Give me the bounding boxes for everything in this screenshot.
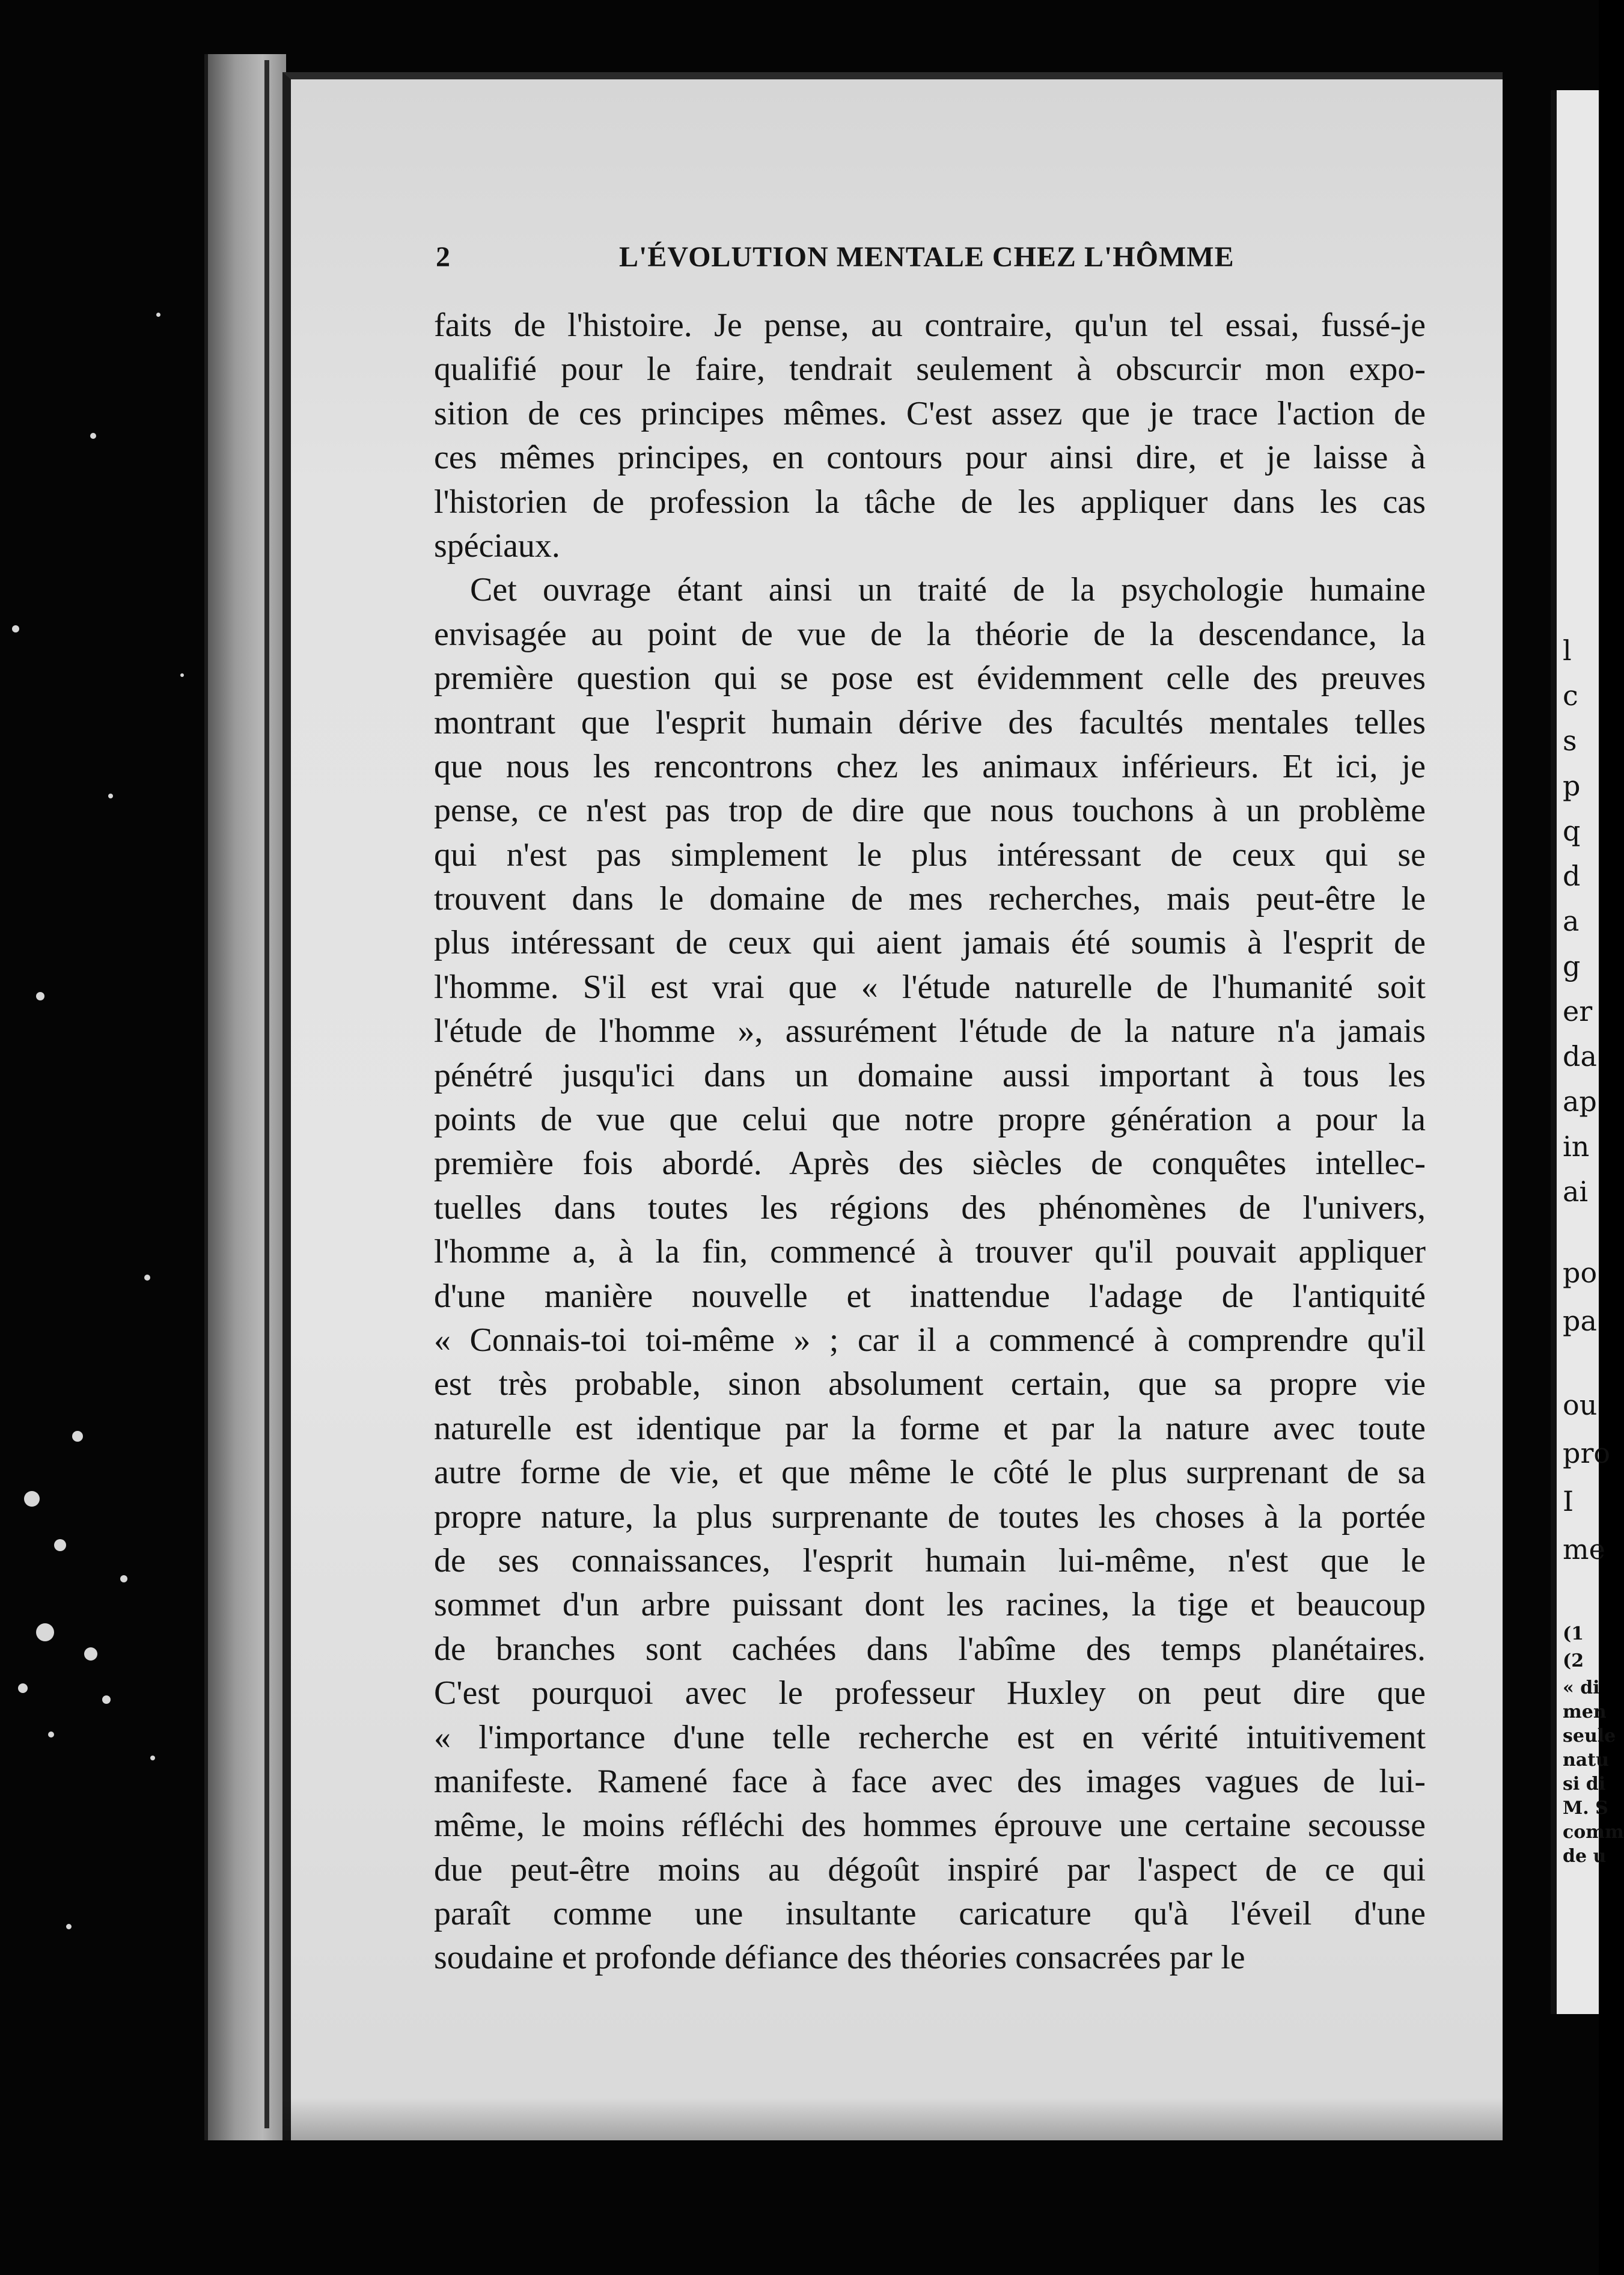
facing-page-fragment: d [1563, 860, 1581, 892]
text-line: première fois abordé. Après des siècles de conquêtes intellec- [434, 1145, 1426, 1183]
scan-speck [180, 673, 184, 677]
book-edge [204, 54, 286, 2140]
text-line: manifeste. Ramené face à face avec des images vagues de lui- [434, 1762, 1426, 1800]
scan-speck [72, 1431, 83, 1442]
text-line: paraît comme une insultante caricature qu'à l'éveil d'une [434, 1895, 1426, 1933]
body-text [434, 304, 1426, 1980]
facing-page-fragment: a [1563, 905, 1580, 937]
page-header [436, 240, 1421, 283]
text-line: spéciaux. [434, 527, 560, 565]
scan-speck [156, 313, 160, 317]
scan-speck [144, 1275, 150, 1281]
facing-page-fragment: seule [1563, 1725, 1616, 1747]
text-line: est très probable, sinon absolument certain, que sa propre vie [434, 1365, 1426, 1403]
facing-page-fragment: ou [1563, 1389, 1598, 1421]
text-line: due peut-être moins au dégoût inspiré par l'aspect de ce qui [434, 1851, 1426, 1888]
text-line: qualifié pour le faire, tendrait seulement à obscurcir mon expo- [434, 351, 1426, 388]
text-line: qui n'est pas simplement le plus intéressant de ceux qui se [434, 836, 1426, 874]
facing-page-fragment: I [1563, 1485, 1574, 1517]
scan-noise [0, 0, 204, 2275]
book-edge-divider [264, 60, 269, 2128]
text-line: plus intéressant de ceux qui aient jamais été soumis à l'esprit de [434, 924, 1426, 962]
text-line: de branches sont cachées dans l'abîme des temps planétaires. [434, 1630, 1426, 1668]
scan-speck [24, 1491, 40, 1507]
scan-speck [66, 1924, 72, 1929]
text-line: même, le moins réfléchi des hommes éprouve une certaine secousse [434, 1807, 1426, 1845]
facing-page-fragment: q [1563, 815, 1581, 847]
facing-page-fragment: « di [1563, 1677, 1600, 1698]
text-line: ces mêmes principes, en contours pour ainsi dire, et je laisse à [434, 439, 1426, 477]
scan-speck [108, 794, 113, 798]
facing-page-fragment: in [1563, 1130, 1590, 1163]
facing-page-fragment: de u [1563, 1846, 1607, 1867]
text-line: faits de l'histoire. Je pense, au contraire, qu'un tel essai, fussé-je [434, 307, 1426, 344]
text-line: pénétré jusqu'ici dans un domaine aussi important à tous les [434, 1056, 1426, 1094]
scan-speck [120, 1575, 127, 1582]
facing-page-fragment: (2 [1563, 1650, 1584, 1671]
page-number: 2 [436, 241, 451, 273]
text-line: d'une manière nouvelle et inattendue l'adage de l'antiquité [434, 1277, 1426, 1315]
text-line: première question qui se pose est évidemment celle des preuves [434, 660, 1426, 697]
scan-speck [54, 1539, 66, 1551]
text-line: l'homme. S'il est vrai que « l'étude naturelle de l'humanité soit [434, 968, 1426, 1006]
running-head: L'ÉVOLUTION MENTALE CHEZ L'HÔMME [619, 241, 1235, 273]
text-line: C'est pourquoi avec le professeur Huxley on peut dire que [434, 1674, 1426, 1712]
page-shadow [282, 2098, 1503, 2140]
facing-page-fragment: natu [1563, 1750, 1609, 1771]
facing-page-fragment: (1 [1563, 1623, 1584, 1644]
facing-page-fragment: c [1563, 679, 1578, 712]
text-line: l'étude de l'homme », assurément l'étude de la nature n'a jamais [434, 1012, 1426, 1050]
scan-speck [36, 1623, 54, 1641]
facing-page-fragment: g [1563, 950, 1581, 982]
text-line: trouvent dans le domaine de mes recherches, mais peut-être le [434, 880, 1426, 918]
scan-speck [18, 1683, 28, 1693]
text-line: propre nature, la plus surprenante de toutes les choses à la portée [434, 1498, 1426, 1536]
text-line: naturelle est identique par la forme et par la nature avec toute [434, 1409, 1426, 1447]
facing-page-fragment: comm [1563, 1822, 1624, 1843]
text-line: de ses connaissances, l'esprit humain lui-même, n'est que le [434, 1542, 1426, 1579]
text-line: sommet d'un arbre puissant dont les racines, la tige et beaucoup [434, 1586, 1426, 1624]
text-line: que nous les rencontrons chez les animaux inférieurs. Et ici, je [434, 747, 1426, 785]
scan-speck [36, 992, 44, 1000]
scan-speck [84, 1647, 97, 1661]
scan-speck [48, 1732, 54, 1738]
facing-page-fragment: er [1563, 995, 1593, 1027]
facing-page-fragment: s [1563, 724, 1577, 757]
text-line: autre forme de vie, et que même le côté le plus surprenant de sa [434, 1454, 1426, 1492]
facing-page-fragment: ap [1563, 1085, 1597, 1118]
text-line: pense, ce n'est pas trop de dire que nous touchons à un problème [434, 792, 1426, 830]
text-line: « Connais-toi toi-même » ; car il a commencé à comprendre qu'il [434, 1321, 1426, 1359]
facing-page-fragment: l [1563, 634, 1572, 667]
facing-page [1551, 90, 1624, 2014]
scan-speck [90, 433, 96, 439]
text-line: tuelles dans toutes les régions des phénomènes de l'univers, [434, 1189, 1426, 1226]
text-line: sition de ces principes mêmes. C'est assez que je trace l'action de [434, 394, 1426, 432]
facing-page-fragment: ai [1563, 1175, 1589, 1208]
text-line: soudaine et profonde défiance des théories consacrées par le [434, 1939, 1245, 1977]
text-line: Cet ouvrage étant ainsi un traité de la psychologie humaine [470, 571, 1426, 609]
facing-page-fragment: pro [1563, 1437, 1611, 1469]
facing-page-fragment: da [1563, 1040, 1597, 1073]
facing-page-fragment: pa [1563, 1305, 1597, 1337]
facing-page-fragment: me [1563, 1533, 1605, 1566]
facing-page-fragment: si di [1563, 1774, 1606, 1795]
text-line: « l'importance d'une telle recherche est en vérité intuitivement [434, 1718, 1426, 1756]
facing-page-fragment: M. S [1563, 1798, 1608, 1819]
facing-page-fragment: p [1563, 770, 1581, 802]
text-line: l'historien de profession la tâche de les appliquer dans les cas [434, 483, 1426, 521]
text-line: montrant que l'esprit humain dérive des facultés mentales telles [434, 703, 1426, 741]
text-line: points de vue que celui que notre propre génération a pour la [434, 1101, 1426, 1139]
facing-page-fragment: po [1563, 1257, 1598, 1289]
scan-speck [150, 1756, 155, 1760]
text-line: envisagée au point de vue de la théorie de la descendance, la [434, 615, 1426, 653]
text-line: l'homme a, à la fin, commencé à trouver qu'il pouvait appliquer [434, 1233, 1426, 1271]
scan-speck [102, 1695, 111, 1704]
facing-page-fragment: men [1563, 1701, 1607, 1722]
scan-speck [12, 625, 19, 632]
